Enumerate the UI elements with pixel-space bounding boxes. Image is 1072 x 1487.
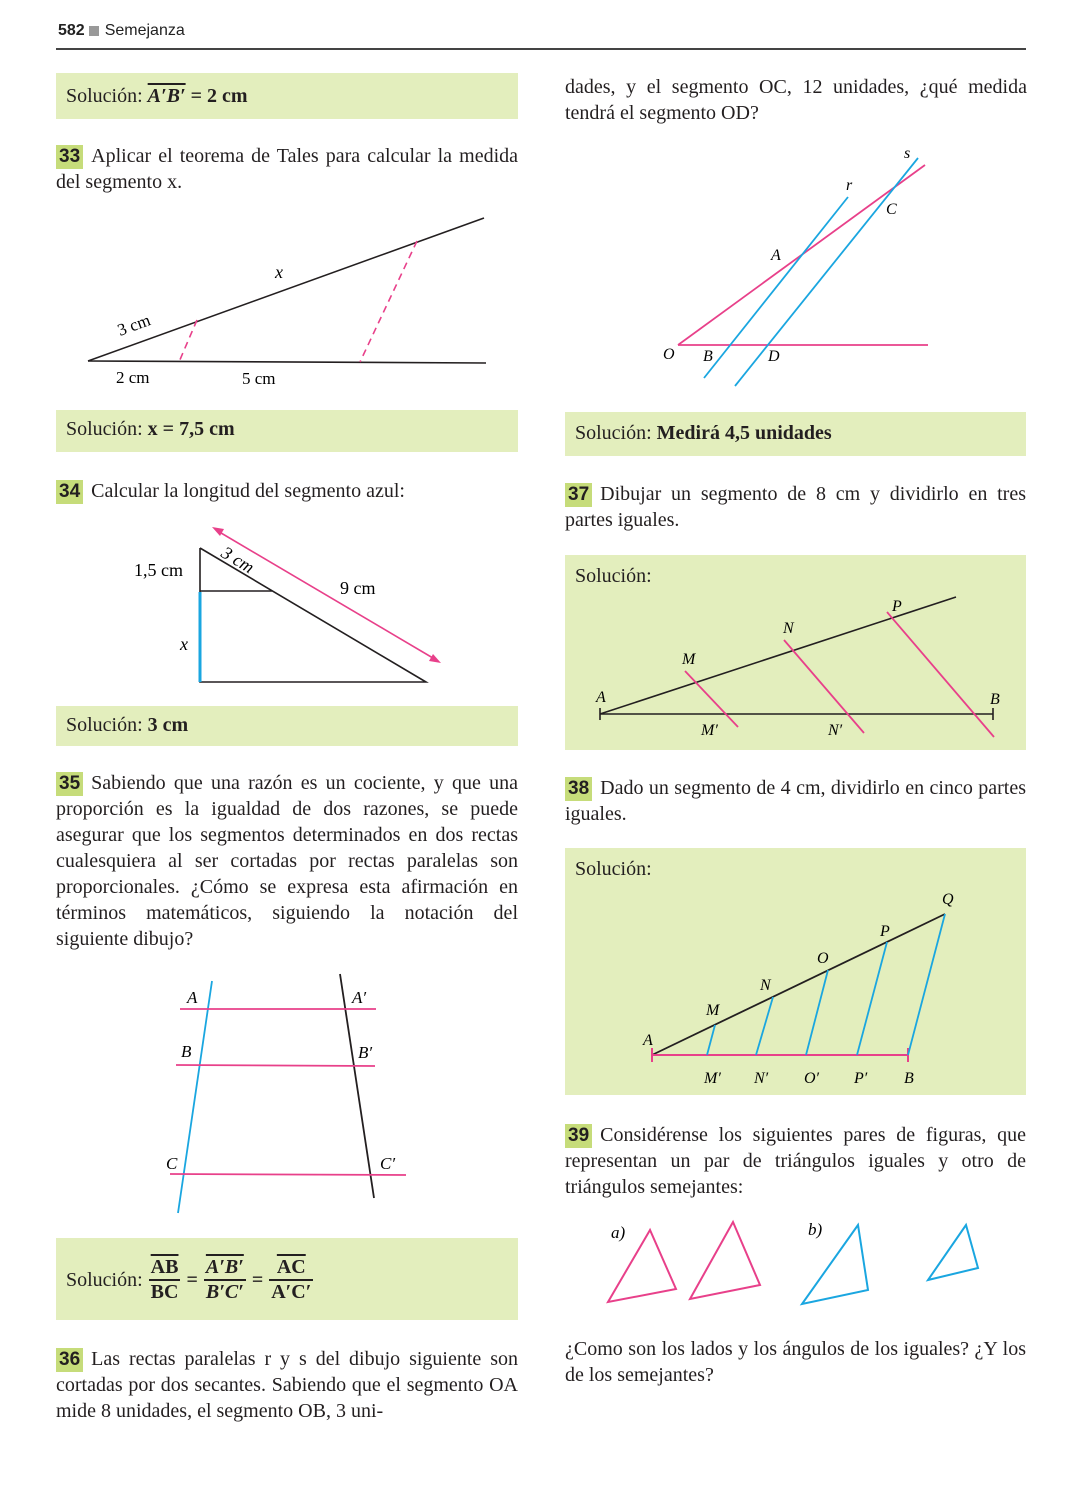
solution-label: Solución: <box>575 422 652 444</box>
fig38-A-label: A <box>643 1032 653 1049</box>
fraction-a1b1-b1c1: $\frac{A'B'}{B'C'}$ <box>205 1256 244 1303</box>
fig37-B-label: B <box>990 691 1000 708</box>
fraction-ab-bc: $\frac{\overline{AB}}{BC}$ <box>150 1256 179 1303</box>
fig38-Q-label: Q <box>942 891 954 908</box>
fraction-ac-a1c1: $\frac{\overline{AC}}{A'C'}$ <box>271 1256 312 1303</box>
solution-label: Solución: <box>575 565 652 587</box>
fig36-C-label: C <box>886 201 897 218</box>
fig34-9cm-label: 9 cm <box>340 578 376 598</box>
fig36-s-label: s <box>904 145 911 162</box>
problem-text: Aplicar el teorema de Tales para calcular la medida del segmento x. <box>56 145 518 193</box>
fig35-C-label: C <box>166 1154 178 1173</box>
fig38-B-label: B <box>904 1070 914 1087</box>
fig38-P2-label: P′ <box>854 1070 868 1087</box>
fig37-P-label: P <box>892 598 902 615</box>
problem-number: 39 <box>565 1124 592 1148</box>
fig38-M2-label: M′ <box>704 1070 721 1087</box>
fig36-O-label: O <box>663 346 675 363</box>
solution-label: Solución: <box>66 714 143 736</box>
equals-sign: = <box>251 1268 264 1291</box>
problem-39-question <box>565 1336 1026 1388</box>
problem-number: 34 <box>56 480 83 504</box>
fig35-B-label: B <box>181 1042 192 1061</box>
problem-number: 37 <box>565 483 592 507</box>
fig38-O2-label: O′ <box>804 1070 820 1087</box>
fig37-N-label: N <box>783 620 794 637</box>
solution-label: Solución: <box>66 418 143 440</box>
problem-text: Calcular la longitud del segmento azul: <box>91 480 405 502</box>
triangle-similar-2 <box>928 1225 978 1280</box>
page-number: 582 <box>58 22 85 39</box>
fig34-15cm-label: 1,5 cm <box>134 560 183 580</box>
solution-value: Medirá 4,5 unidades <box>656 422 832 444</box>
problem-number: 38 <box>565 777 592 801</box>
fig35-C2-label: C′ <box>380 1154 396 1173</box>
fig34-3cm-label: 3 cm <box>217 542 258 578</box>
fig33-2cm-label: 2 cm <box>116 368 150 387</box>
fig35-B2-label: B′ <box>358 1043 373 1062</box>
solution-value: 3 cm <box>147 714 189 736</box>
fig36-r-label: r <box>846 177 853 194</box>
fig39-b-label: b) <box>808 1220 823 1239</box>
fig33-3cm-label: 3 cm <box>114 310 153 340</box>
problem-number: 35 <box>56 772 83 796</box>
solution-label: Solución: <box>66 85 143 107</box>
fig37-A-label: A <box>596 689 606 706</box>
problem-text: Sabiendo que una razón es un cociente, y que una proporción es la igualdad de dos razones, se puede asegurar que los segmentos determinados en dos rectas cualesquiera al ser cortadas por rectas paralelas son proporcionales. ¿Cómo se expresa esta afirmación en términos matemáticos, siguiendo la notación del siguiente dibujo? <box>56 772 518 950</box>
fig33-5cm-label: 5 cm <box>242 369 276 388</box>
fig38-M-label: M <box>706 1002 720 1019</box>
problem-text: Considérense los siguientes pares de figuras, que representan un par de triángulos iguales y otro de triángulos semejantes: <box>565 1124 1026 1198</box>
fig36-A-label: A <box>771 247 781 264</box>
fig37-M-label: M <box>682 651 696 668</box>
fig39-a-label: a) <box>611 1223 626 1242</box>
fig35-A-label: A <box>187 988 198 1007</box>
solution-value: x = 7,5 cm <box>147 418 235 440</box>
problem-number: 33 <box>56 145 83 169</box>
fig35-A2-label: A′ <box>352 988 367 1007</box>
solution-label: Solución: <box>575 858 652 880</box>
solution-segment: A′B′ <box>147 85 186 107</box>
section-title: Semejanza <box>104 22 185 39</box>
fig38-N-label: N <box>760 977 771 994</box>
fig37-M2-label: M′ <box>701 722 718 739</box>
triangle-equal-2 <box>690 1222 760 1299</box>
problem-text-right: dades, y el segmento OC, 12 unidades, ¿qué medida tendrá el segmento OD? <box>565 76 1027 124</box>
fig38-N2-label: N′ <box>754 1070 769 1087</box>
equals-sign: = <box>186 1268 198 1291</box>
fig37-N2-label: N′ <box>828 722 843 739</box>
problem-text-left: Las rectas paralelas r y s del dibujo siguiente son cortadas por dos secantes. Sabiendo que el segmento OA mide 8 unidades, el segmento OB, 3 uni- <box>56 1348 518 1422</box>
problem-text: Dado un segmento de 4 cm, dividirlo en cinco partes iguales. <box>565 777 1026 825</box>
fig34-x-label: x <box>180 634 188 654</box>
question-text: ¿Como son los lados y los ángulos de los iguales? ¿Y los de los semejantes? <box>565 1338 1026 1386</box>
fig38-O-label: O <box>817 950 829 967</box>
problem-number: 36 <box>56 1348 83 1372</box>
fig36-D-label: D <box>768 348 780 365</box>
fig36-B-label: B <box>703 348 713 365</box>
problem-text: Dibujar un segmento de 8 cm y dividirlo en tres partes iguales. <box>565 483 1026 531</box>
solution-label: Solución: <box>66 1268 143 1291</box>
solution-value: = 2 cm <box>190 85 248 107</box>
fig33-x-label: x <box>275 262 283 282</box>
fig38-P-label: P <box>880 923 890 940</box>
